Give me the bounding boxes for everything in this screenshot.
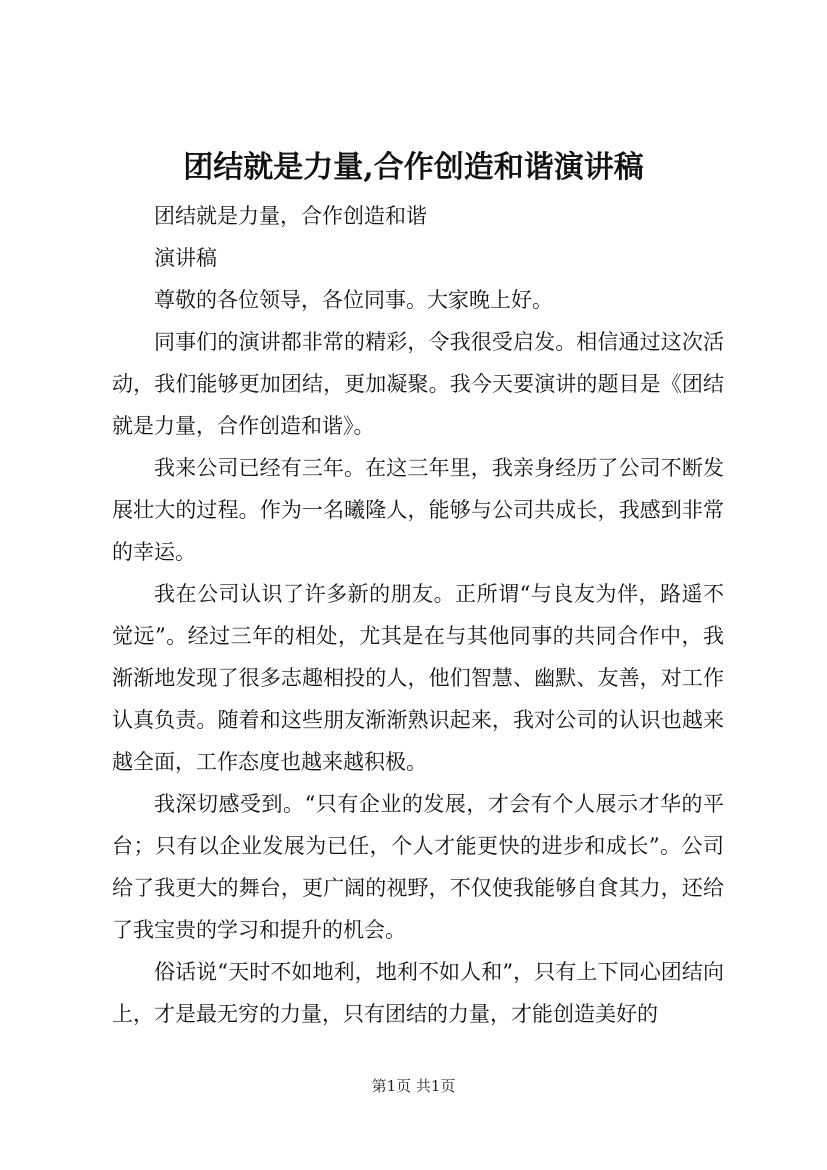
paragraph-subtitle-line2: 演讲稿 <box>154 246 217 270</box>
document-body <box>112 195 724 1035</box>
paragraph-intro: 同事们的演讲都非常的精彩，令我很受启发。相信通过这次活动，我们能够更加团结，更加凝聚。我今天要演讲的题目是《团结就是力量，合作创造和谐》。 <box>112 330 724 438</box>
document-title: 团结就是力量,合作创造和谐演讲稿 <box>183 150 644 185</box>
page-footer <box>0 1076 827 1096</box>
paragraph-saying: 俗话说“天时不如地利，地利不如人和”，只有上下同心团结向上，才是最无穷的力量，只有团结的力量，才能创造美好的 <box>112 960 724 1026</box>
paragraph-growth: 我深切感受到。“只有企业的发展，才会有个人展示才华的平台；只有以企业发展为已任，个人才能更快的进步和成长”。公司给了我更大的舞台，更广阔的视野，不仅使我能够自食其力，还给了我宝贵的学习和提升的机会。 <box>112 792 724 942</box>
page-number-label: 第1页 共1页 <box>371 1077 456 1095</box>
paragraph-three-years: 我来公司已经有三年。在这三年里，我亲身经历了公司不断发展壮大的过程。作为一名曦隆人，能够与公司共成长，我感到非常的幸运。 <box>112 456 724 564</box>
paragraph-greeting: 尊敬的各位领导，各位同事。大家晚上好。 <box>154 288 553 312</box>
paragraph-subtitle-line1: 团结就是力量，合作创造和谐 <box>154 204 427 228</box>
paragraph-friends: 我在公司认识了许多新的朋友。正所谓“与良友为伴，路遥不觉远”。经过三年的相处，尤其是在与其他同事的共同合作中，我渐渐地发现了很多志趣相投的人，他们智慧、幽默、友善，对工作认真负责。随着和这些朋友渐渐熟识起来，我对公司的认识也越来越全面，工作态度也越来越积极。 <box>112 582 724 774</box>
